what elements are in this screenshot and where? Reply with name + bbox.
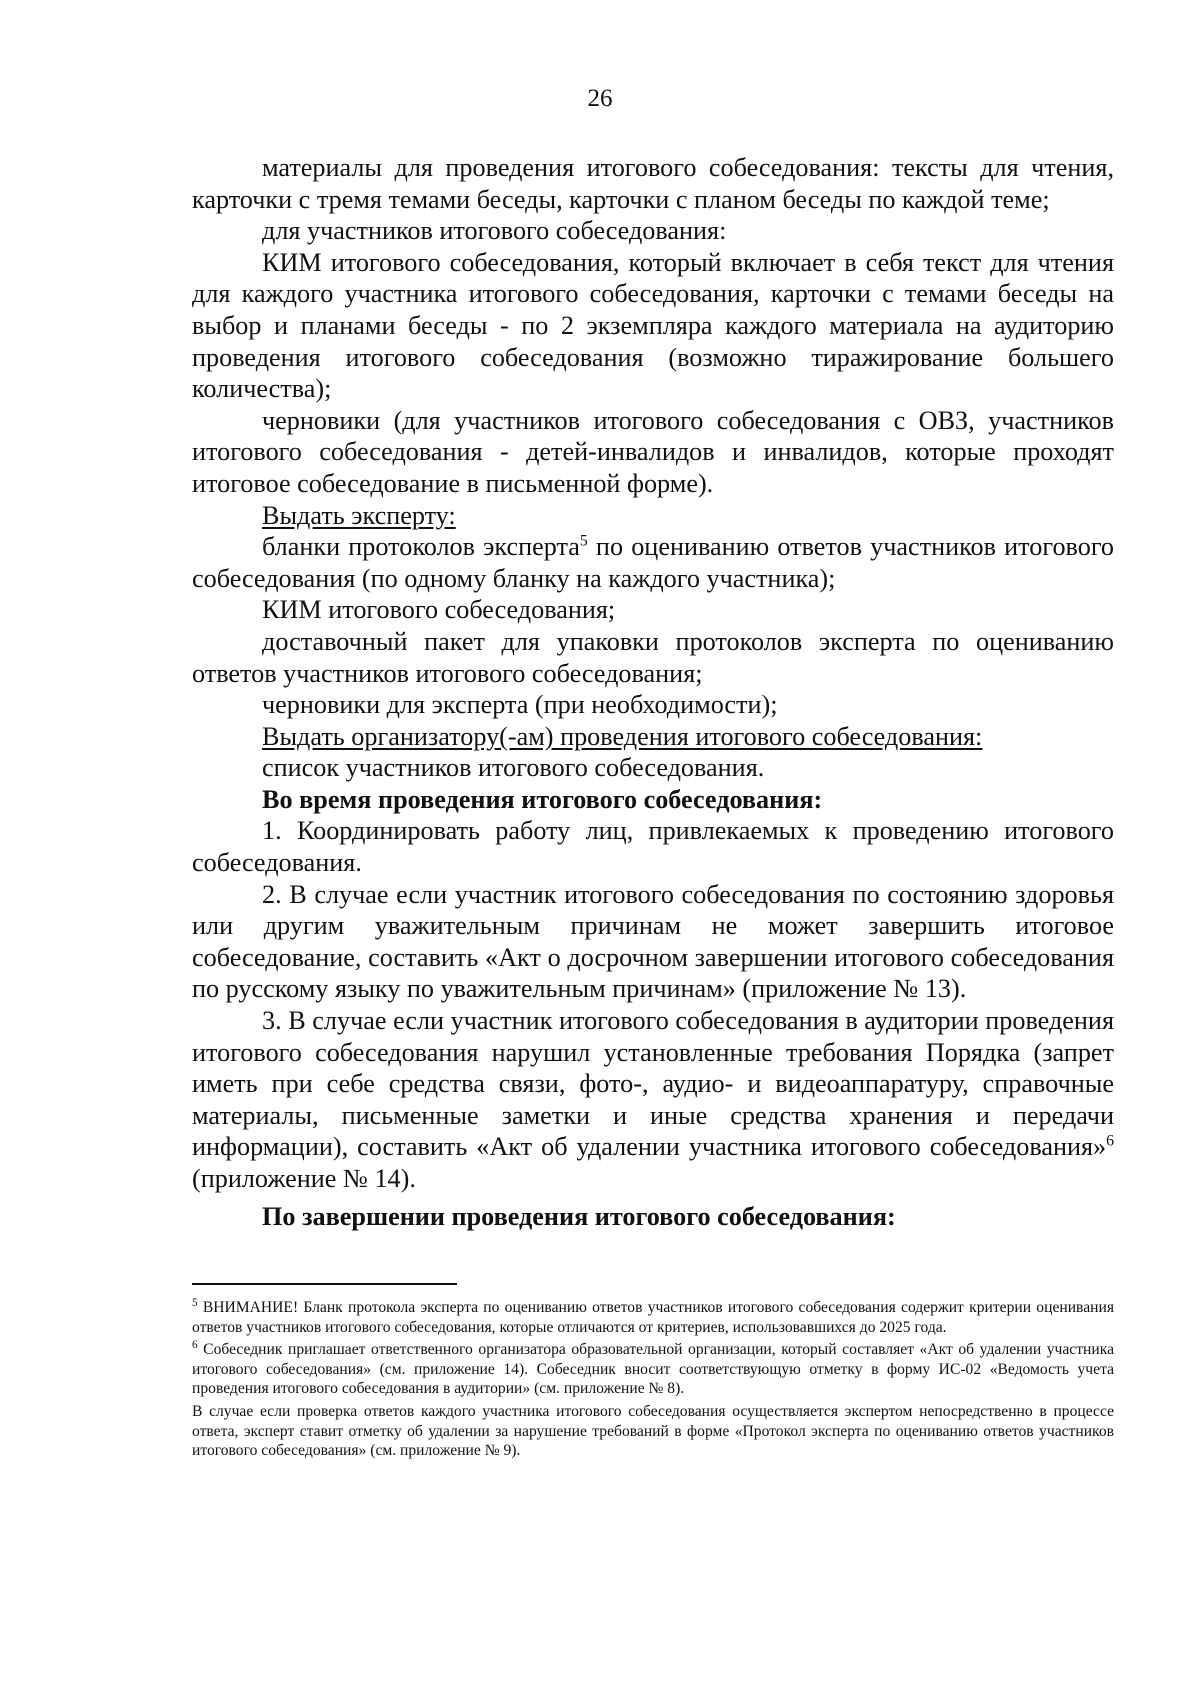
underlined-heading-organizer: Выдать организатору(-ам) проведения итогового собеседования: [262, 721, 983, 751]
underlined-heading-expert: Выдать эксперту: [262, 500, 456, 530]
footnote-6-mark: 6 [192, 1339, 198, 1351]
footnote-5-mark: 5 [192, 1296, 198, 1309]
footnotes [192, 1298, 1114, 1464]
footnote-5-text: ВНИМАНИЕ! Бланк протокола эксперта по оцениванию ответов участников итогового собеседования содержит критерии оценивания ответов участников итогового собеседования, которые отличаются от критериев, использовавшихся до 2025 года. [192, 1299, 1114, 1336]
paragraph-item-1: 1. Координировать работу лиц, привлекаемых к проведению итогового собеседования. [192, 816, 1114, 878]
paragraph-drafts: черновики (для участников итогового собеседования с ОВЗ, участников итогового собеседования - детей-инвалидов и инвалидов, которые проходят итоговое собеседование в письменной форме). [192, 405, 1114, 498]
footnote-6 [192, 1340, 1114, 1399]
paragraph-item-3 [192, 1005, 1114, 1195]
protocol-blanks-text-cont: по оцениванию ответов участников итогового собеседования (по одному бланку на каждого участника); [192, 532, 1114, 593]
footnote-ref-6[interactable]: 6 [1106, 1132, 1114, 1150]
paragraph-for-participants: для участников итогового собеседования: [262, 216, 727, 246]
footnote-6-continuation: В случае если проверка ответов каждого участника итогового собеседования осуществляется экспертом непосредственно в процессе ответа, эксперт ставит отметку об удалении за нарушение требований в форме «Протокол эксперта по оцениванию ответов участников итогового собеседования» (см. приложение № 9). [192, 1402, 1114, 1460]
page-number: 26 [587, 85, 613, 112]
paragraph-issue-to-expert [192, 500, 1114, 532]
paragraph-item-2: 2. В случае если участник итогового собеседования по состоянию здоровья или другим уважительным причинам не может завершить итоговое собеседование, составить «Акт о досрочном завершении итогового собеседования по русскому языку по уважительным причинам» (приложение № 13). [192, 879, 1114, 1004]
paragraph-participant-list: список участников итогового собеседования. [262, 753, 765, 783]
protocol-blanks-text: бланки протоколов эксперта [262, 532, 580, 562]
footnote-6-text: Собеседник приглашает ответственного организатора образовательной организации, который составляет «Акт об удалении участника итогового собеседования» (см. приложение 14). Собеседник вносит соответствующую отметку в форму ИС-02 «Ведомость учета проведения итогового собеседования в аудитории» (см. приложение № 8). [192, 1341, 1114, 1398]
item-3-text: 3. В случае если участник итогового собеседования в аудитории проведения итогового собеседования нарушил установленные требования Порядка (запрет иметь при себе средства связи, фото-, аудио- и видеоаппаратуру, справочные материалы, письменные заметки и иные средства хранения и передачи информации), составить «Акт об удалении участника итогового собеседования» [192, 1006, 1114, 1162]
heading-after-interview: По завершении проведения итогового собеседования: [262, 1201, 896, 1231]
paragraph-protocol-blanks [192, 531, 1114, 594]
footnote-ref-5[interactable]: 5 [579, 532, 588, 550]
item-3-text-cont: (приложение № 14). [192, 1164, 416, 1193]
paragraph-kim-short: КИМ итогового собеседования; [262, 595, 616, 625]
paragraph-expert-drafts: черновики для эксперта (при необходимости); [262, 690, 778, 720]
paragraph-materials: материалы для проведения итогового собеседования: тексты для чтения, карточки с тремя темами беседы, карточки с планом беседы по каждой теме; [192, 153, 1114, 214]
heading-during-interview: Во время проведения итогового собеседования: [262, 784, 823, 814]
footnote-5 [192, 1298, 1114, 1337]
document-body [192, 152, 1114, 1232]
paragraph-issue-to-organizer [192, 721, 1114, 753]
paragraph-delivery-pack: доставочный пакет для упаковки протоколов эксперта по оцениванию ответов участников итогового собеседования; [192, 626, 1114, 688]
footnote-separator [192, 1283, 457, 1285]
paragraph-kim: КИМ итогового собеседования, который включает в себя текст для чтения для каждого участника итогового собеседования, карточки с темами беседы на выбор и планами беседы - по 2 экземпляра каждого материала на аудиторию проведения итогового собеседования (возможно тиражирование большего количества); [192, 247, 1114, 404]
